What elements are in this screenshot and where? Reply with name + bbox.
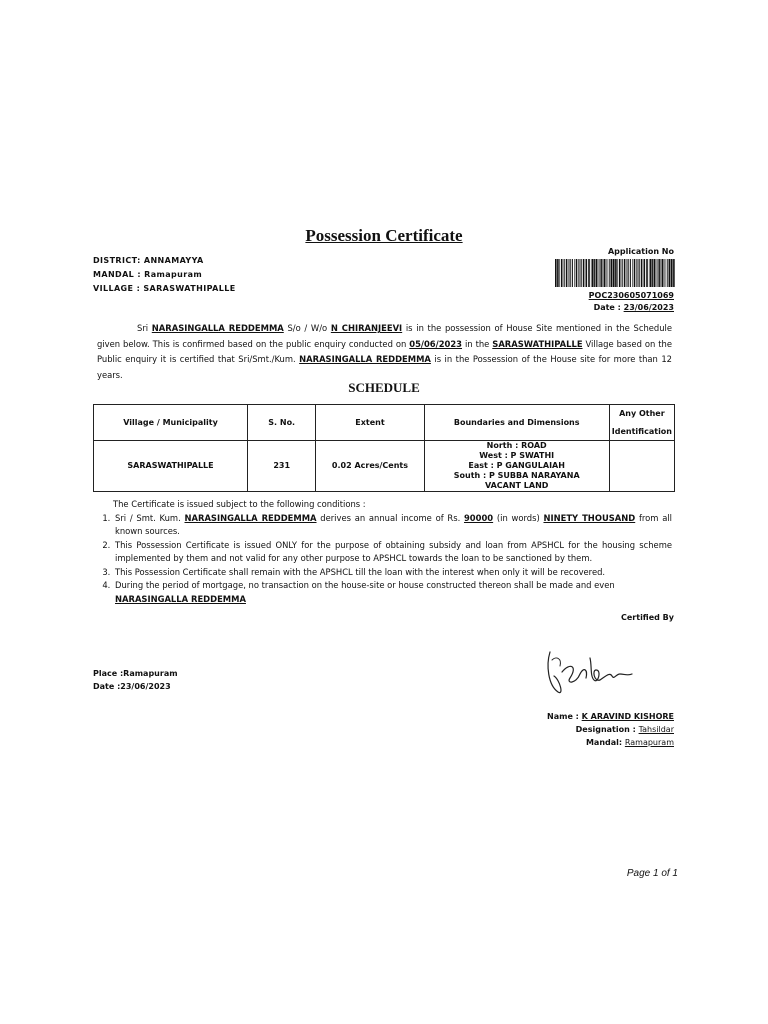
village-line — [93, 284, 236, 293]
header-other-line1: Any Other — [619, 408, 665, 418]
district-label: DISTRICT: — [93, 256, 144, 265]
conditions-block — [97, 498, 672, 606]
schedule-title: SCHEDULE — [348, 380, 420, 395]
barcode-bar — [580, 259, 581, 287]
page-number: Page 1 of 1 — [626, 868, 678, 879]
barcode-bar — [588, 259, 590, 287]
cell-village: SARASWATHIPALLE — [94, 441, 248, 492]
officer-signature-image — [540, 640, 635, 700]
schedule-table — [93, 404, 675, 492]
income-words: NINETY THOUSAND — [543, 512, 636, 523]
barcode-bar — [611, 259, 613, 287]
condition-text: During the period of mortgage, no transaction on the house-site or house constructed thereon shall be made and even — [115, 580, 615, 590]
condition-item: 2. This Possession Certificate is issued ONLY for the purpose of obtaining subsidy and loan from APSHCL for the housing scheme implemented by them and not valid for any other purpose to APSHCL towards the loan to be sanctioned by them. — [113, 539, 672, 566]
statement-text: is in the possession of House Site mentioned in the Schedule given below. This is confirmed based on the public enquiry conducted on — [97, 323, 673, 349]
officer-mandal-label: Mandal: — [585, 738, 625, 747]
barcode-bar — [576, 259, 578, 287]
barcode-bar — [598, 259, 599, 287]
barcode-bar — [601, 259, 602, 287]
statement-text: is in the Possession of the House site for more than 12 years. — [97, 354, 672, 380]
barcode-bar — [669, 259, 671, 287]
village-value: SARASWATHIPALLE — [143, 284, 236, 293]
issue-date-label: Date : — [593, 303, 624, 312]
schedule-header-row — [94, 405, 675, 441]
barcode-bar — [634, 259, 636, 287]
barcode-bar — [644, 259, 646, 287]
barcode-bar — [624, 259, 626, 287]
conditions-intro: The Certificate is issued subject to the following conditions : — [113, 499, 366, 509]
boundary-north: North : ROAD — [486, 441, 547, 450]
officer-mandal-line — [586, 738, 674, 747]
barcode-bar — [661, 259, 662, 287]
barcode-bar — [591, 259, 592, 287]
date-value: 23/06/2023 — [120, 682, 171, 691]
barcode-bar — [609, 259, 610, 287]
boundary-vacant: VACANT LAND — [484, 481, 549, 490]
date-label: Date : — [93, 682, 121, 691]
place-line — [93, 669, 178, 678]
village-label: VILLAGE : — [93, 284, 144, 293]
issue-date-line — [594, 303, 674, 312]
barcode-bar — [600, 259, 601, 287]
statement-text: in the — [462, 338, 493, 349]
cell-other — [609, 441, 674, 492]
barcode-bar — [619, 259, 621, 287]
barcode-bar — [574, 259, 575, 287]
boundary-west: West : P SWATHI — [479, 451, 555, 460]
application-label: Application No — [607, 247, 674, 256]
barcode-bar — [557, 259, 559, 287]
header-extent: Extent — [316, 405, 424, 441]
barcode-bar — [673, 259, 675, 287]
statement-text: Sri — [137, 323, 152, 333]
barcode-bar — [659, 259, 660, 287]
application-barcode — [555, 259, 675, 287]
enquiry-date: 05/06/2023 — [409, 338, 463, 349]
barcode-bar — [615, 259, 617, 287]
certified-by-label: Certified By — [621, 613, 674, 622]
mandal-label: MANDAL : — [93, 270, 145, 279]
barcode-bar — [632, 259, 633, 287]
place-label: Place : — [93, 669, 124, 678]
barcode-bar — [650, 259, 652, 287]
barcode-bar — [604, 259, 606, 287]
barcode-bar — [578, 259, 579, 287]
barcode-bar — [594, 259, 595, 287]
barcode-bar — [649, 259, 650, 287]
barcode-bar — [630, 259, 631, 287]
barcode-bar — [666, 259, 667, 287]
barcode-bar — [613, 259, 615, 287]
condition-item — [113, 579, 672, 606]
cell-extent: 0.02 Acres/Cents — [316, 441, 424, 492]
mandal-line — [93, 270, 202, 279]
barcode-bar — [652, 259, 653, 287]
designation-line — [576, 725, 674, 734]
barcode-bar — [664, 259, 665, 287]
document-title: Possession Certificate — [305, 226, 463, 245]
barcode-bar — [592, 259, 594, 287]
condition-text: (in words) — [493, 512, 544, 523]
barcode-bar — [559, 259, 560, 287]
designation-label: Designation : — [575, 725, 639, 734]
barcode-bar — [628, 259, 629, 287]
header-other-line2: Identification — [611, 426, 672, 436]
holder-name-2: NARASINGALLA REDDEMMA — [299, 354, 431, 364]
barcode-bar — [654, 259, 656, 287]
barcode-bar — [586, 259, 588, 287]
statement-village: SARASWATHIPALLE — [492, 338, 583, 349]
cell-sno: 231 — [248, 441, 316, 492]
header-boundaries: Boundaries and Dimensions — [424, 405, 609, 441]
officer-mandal-value: Ramapuram — [624, 738, 674, 747]
condition-text: Sri / Smt. Kum. — [115, 512, 185, 523]
district-value: ANNAMAYYA — [143, 256, 204, 265]
district-line — [93, 256, 204, 265]
barcode-bar — [608, 259, 609, 287]
barcode-bar — [566, 259, 568, 287]
barcode-bar — [667, 259, 668, 287]
barcode-bar — [572, 259, 573, 287]
boundary-south: South : P SUBBA NARAYANA — [453, 471, 580, 480]
barcode-bar — [555, 259, 557, 287]
barcode-bar — [671, 259, 673, 287]
barcode-bar — [622, 259, 623, 287]
relation-name: N CHIRANJEEVI — [330, 323, 403, 333]
barcode-bar — [636, 259, 637, 287]
income-holder-name: NARASINGALLA REDDEMMA — [184, 512, 317, 523]
statement-text: S/o / W/o — [283, 323, 331, 333]
date-line — [93, 682, 171, 691]
possession-statement — [97, 321, 672, 383]
barcode-bar — [617, 259, 618, 287]
header-village: Village / Municipality — [94, 405, 248, 441]
cell-boundaries — [424, 441, 609, 492]
condition-text: from all known sources. — [115, 512, 672, 536]
income-amount: 90000 — [463, 512, 494, 523]
barcode-bar — [569, 259, 570, 287]
header-sno: S. No. — [248, 405, 316, 441]
boundary-east: East : P GANGULAIAH — [468, 461, 565, 470]
officer-name: K ARAVIND KISHORE — [581, 712, 674, 721]
barcode-bar — [596, 259, 598, 287]
barcode-bar — [627, 259, 628, 287]
barcode-bar — [570, 259, 571, 287]
mandal-value: Ramapuram — [144, 270, 203, 279]
holder-name: NARASINGALLA REDDEMMA — [151, 323, 284, 333]
barcode-bar — [581, 259, 582, 287]
barcode-bar — [564, 259, 565, 287]
condition-item: 3. This Possession Certificate shall remain with the APSHCL till the loan with the interest when only it will be recovered. — [113, 566, 672, 580]
barcode-bar — [662, 259, 664, 287]
barcode-bar — [583, 259, 585, 287]
condition-text: derives an annual income of Rs. — [316, 512, 464, 523]
barcode-bar — [646, 259, 648, 287]
header-other — [609, 405, 674, 441]
mortgage-holder-name: NARASINGALLA REDDEMMA — [115, 593, 246, 604]
barcode-bar — [656, 259, 657, 287]
officer-name-label: Name : — [547, 712, 582, 721]
designation-value: Tahsildar — [638, 725, 674, 734]
schedule-row — [94, 441, 675, 492]
barcode-bar — [658, 259, 659, 287]
application-number: POC230605071069 — [588, 291, 674, 300]
conditions-list — [97, 512, 672, 607]
statement-text: Village based on the Public enquiry it is certified that Sri/Smt./Kum. — [97, 338, 672, 364]
barcode-bar — [606, 259, 607, 287]
barcode-bar — [639, 259, 640, 287]
condition-item — [113, 512, 672, 539]
barcode-bar — [603, 259, 604, 287]
barcode-bar — [561, 259, 563, 287]
issue-date-value: 23/06/2023 — [623, 303, 674, 312]
barcode-bar — [638, 259, 639, 287]
barcode-bar — [641, 259, 643, 287]
officer-name-line — [547, 712, 674, 721]
place-value: Ramapuram — [123, 669, 178, 678]
